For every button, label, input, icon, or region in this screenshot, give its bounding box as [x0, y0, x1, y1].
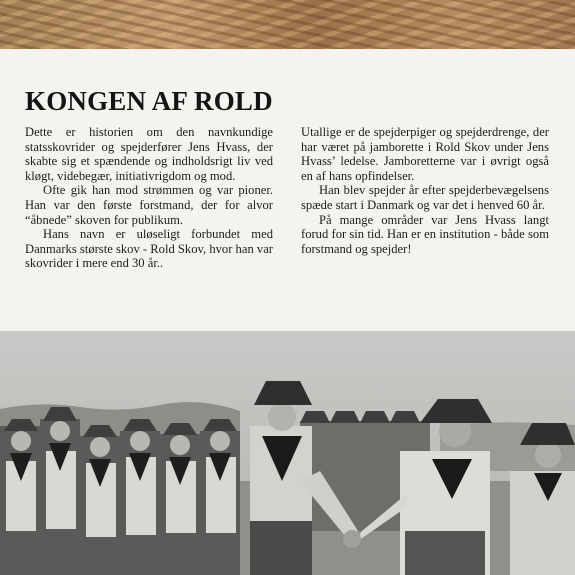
paragraph: Utallige er de spejderpiger og spejderdrenge, der har været på jamborette i Rold Skov under Jens Hvass’ ledelse. Jamboretterne var i øvrigt også en af hans opfindelser.	[301, 125, 549, 183]
page-title: KONGEN AF ROLD	[25, 86, 273, 116]
paragraph: Hans navn er uløseligt forbundet med Danmarks største skov - Rold Skov, hvor han var skovrider i mere end 30 år..	[25, 227, 273, 271]
scouts-photo	[0, 331, 575, 575]
left-text-column	[25, 125, 273, 271]
paragraph: Dette er historien om den navnkundige statsskovrider og spejderfører Jens Hvass, der skabte sig et spændende og indholdsrigt liv ved kløgt, videbegær, initiativrigdom og mod.	[25, 125, 273, 183]
scouts-handshake-image	[0, 331, 575, 575]
right-text-column	[301, 125, 549, 256]
paragraph: På mange områder var Jens Hvass langt forud for sin tid. Han er en institution - både som forstmand og spejder!	[301, 212, 549, 256]
wooden-background	[0, 0, 575, 52]
paragraph: Ofte gik han mod strømmen og var pioner. Han var den første forstmand, der for alvor “åbnede” skoven for publikum.	[25, 183, 273, 227]
paragraph: Han blev spejder år efter spejderbevægelsens spæde start i Danmark og var det i henved 60 år.	[301, 183, 549, 212]
